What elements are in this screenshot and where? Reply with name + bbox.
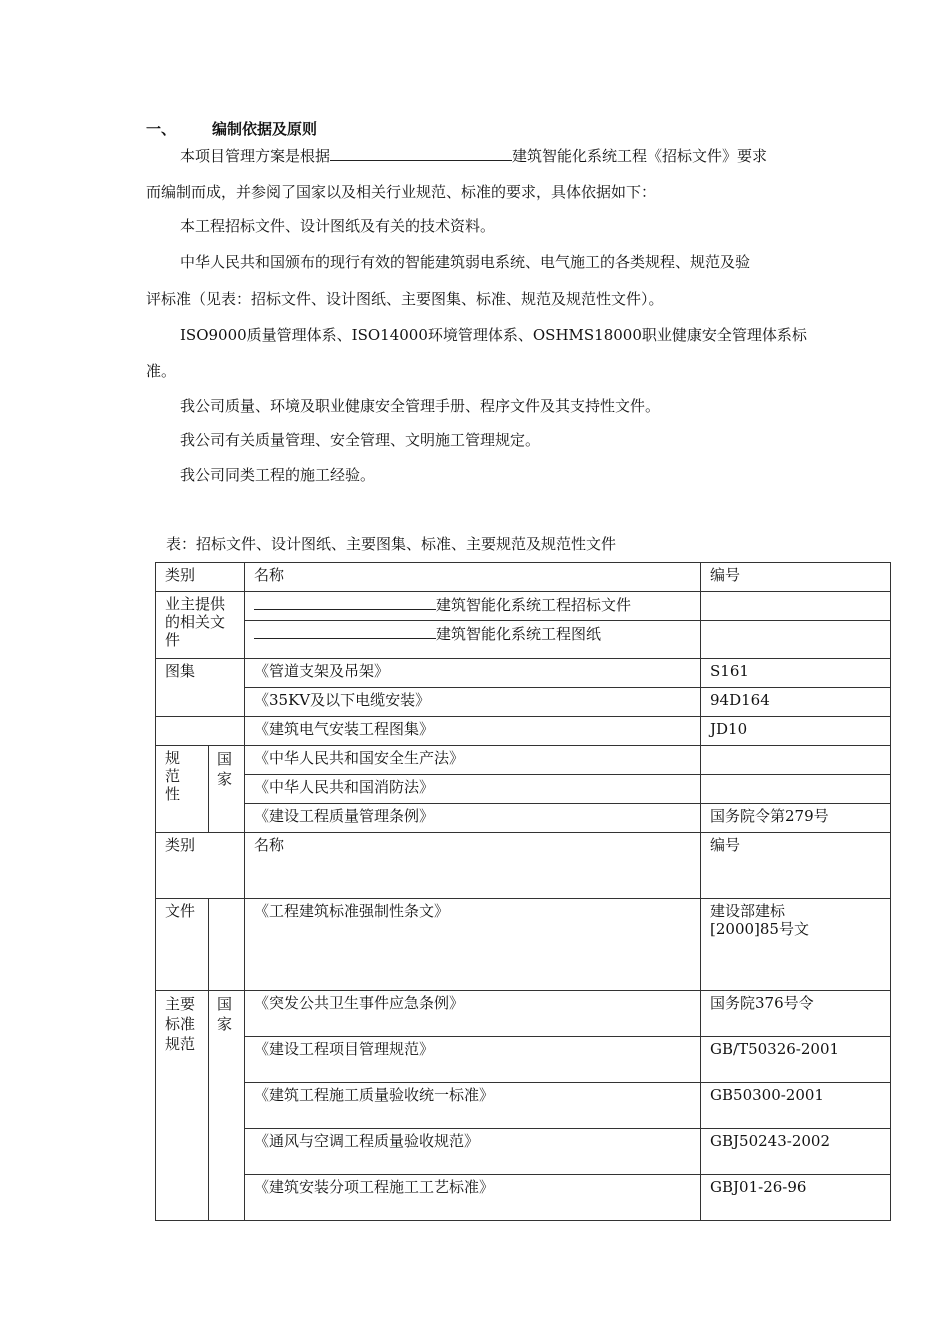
docs-sub-empty [209,899,245,991]
table-row [156,717,891,746]
row-code: GBJ01-26-96 [701,1175,891,1221]
group-normative: 规 范 性 [156,746,209,833]
table-row [156,621,891,659]
section-heading [146,118,317,139]
table-row [156,1175,891,1221]
row-code [701,775,891,804]
row-code [701,746,891,775]
group-docs: 文件 [156,899,209,991]
row-code [701,621,891,659]
paragraph-item-2: 中华人民共和国颁布的现行有效的智能建筑弱电系统、电气施工的各类规程、规范及验 [180,253,751,271]
row-name: 《工程建筑标准强制性条文》 [245,899,701,991]
table-row [156,688,891,717]
paragraph-text: 建筑智能化系统工程《招标文件》要求 [512,147,768,165]
group-owner-docs: 业主提供的相关文件 [156,592,245,659]
table-caption: 表：招标文件、设计图纸、主要图集、标准、主要规范及规范性文件 [166,535,617,553]
table-row [156,1037,891,1083]
paragraph-item-4: 我公司质量、环境及职业健康安全管理手册、程序文件及其支持性文件。 [180,397,661,415]
row-code: 94D164 [701,688,891,717]
header-name: 名称 [245,563,701,592]
paragraph-item-5: 我公司有关质量管理、安全管理、文明施工管理规定。 [180,431,541,449]
section-number: 一、 [146,120,177,138]
section-title: 编制依据及原则 [212,120,318,138]
fill-in-blank [254,595,436,610]
row-name: 《建设工程项目管理规范》 [245,1037,701,1083]
table-row [156,1129,891,1175]
row-name [245,621,701,659]
row-name: 《建筑安装分项工程施工工艺标准》 [245,1175,701,1221]
table-row [156,1083,891,1129]
table-row [156,592,891,621]
standards-national-label: 国 家 [209,991,245,1221]
row-name-text: 建筑智能化系统工程招标文件 [436,596,632,614]
row-name: 《35KV及以下电缆安装》 [245,688,701,717]
table-header-row [156,563,891,592]
table-row [156,804,891,833]
paragraph-text: 本项目管理方案是根据 [180,147,331,165]
group-empty [156,717,245,746]
table-row [156,659,891,688]
row-code: JD10 [701,717,891,746]
row-code: 建设部建标 [2000]85号文 [701,899,891,991]
table-row [156,899,891,991]
standards-table [155,562,891,1221]
national-label: 国 家 [209,746,245,833]
paragraph-basis-cont: 而编制而成，并参阅了国家以及相关行业规范、标准的要求，具体依据如下： [146,183,657,201]
paragraph-item-2-cont: 评标准（见表：招标文件、设计图纸、主要图集、标准、规范及规范性文件）。 [146,290,664,308]
header-category: 类别 [156,833,245,899]
header-name: 名称 [245,833,701,899]
row-code: S161 [701,659,891,688]
row-name: 《建筑工程施工质量验收统一标准》 [245,1083,701,1129]
row-code [701,592,891,621]
row-name: 《中华人民共和国安全生产法》 [245,746,701,775]
row-name: 《突发公共卫生事件应急条例》 [245,991,701,1037]
paragraph-item-3-cont: 准。 [146,362,177,380]
header-code: 编号 [701,563,891,592]
row-code: 国务院令第279号 [701,804,891,833]
table-row [156,775,891,804]
row-code: 国务院376号令 [701,991,891,1037]
row-name: 《建筑电气安装工程图集》 [245,717,701,746]
table-row [156,746,891,775]
paragraph-basis [180,145,767,166]
fill-in-blank [254,624,436,639]
paragraph-item-6: 我公司同类工程的施工经验。 [180,466,376,484]
row-name: 《通风与空调工程质量验收规范》 [245,1129,701,1175]
header-category: 类别 [156,563,245,592]
group-atlas: 图集 [156,659,245,717]
row-code: GB50300-2001 [701,1083,891,1129]
group-main-standards: 主要标准规范 [156,991,209,1221]
row-code: GB/T50326-2001 [701,1037,891,1083]
paragraph-item-3: ISO9000质量管理体系、ISO14000环境管理体系、OSHMS18000职业健康安全管理体系标 [180,326,807,344]
header-code: 编号 [701,833,891,899]
table-row [156,991,891,1037]
row-code: GBJ50243-2002 [701,1129,891,1175]
row-name: 《建设工程质量管理条例》 [245,804,701,833]
paragraph-item-1: 本工程招标文件、设计图纸及有关的技术资料。 [180,217,496,235]
row-name: 《中华人民共和国消防法》 [245,775,701,804]
row-name-text: 建筑智能化系统工程图纸 [436,625,602,643]
fill-in-blank [330,146,512,161]
table-header-row-2 [156,833,891,899]
row-name: 《管道支架及吊架》 [245,659,701,688]
row-name [245,592,701,621]
